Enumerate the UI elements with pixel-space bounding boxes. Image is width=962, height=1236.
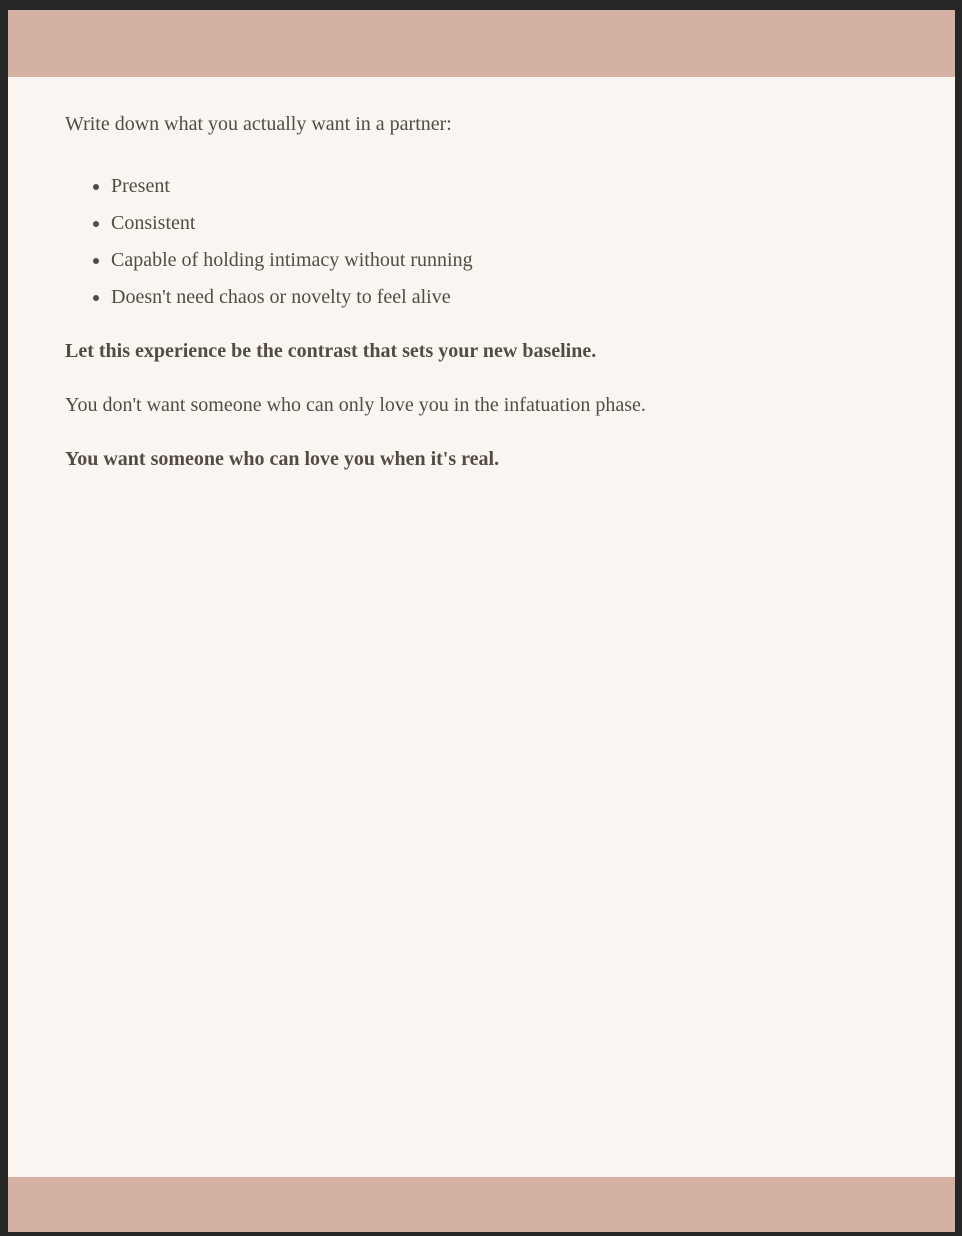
emphasis-paragraph-1: Let this experience be the contrast that sets your new baseline. bbox=[65, 340, 597, 362]
intro-paragraph: Write down what you actually want in a partner: bbox=[65, 113, 452, 135]
document-page bbox=[8, 10, 955, 1232]
list-item: • Doesn't need chaos or novelty to feel alive bbox=[111, 283, 898, 311]
footer-accent-band bbox=[8, 1177, 955, 1232]
body-paragraph: You don't want someone who can only love you in the infatuation phase. bbox=[65, 394, 646, 416]
list-item: • Capable of holding intimacy without running bbox=[111, 246, 898, 274]
partner-qualities-list bbox=[65, 172, 898, 311]
list-item: • Consistent bbox=[111, 209, 898, 237]
page-content bbox=[8, 77, 955, 1177]
emphasis-paragraph-2: You want someone who can love you when it's real. bbox=[65, 448, 500, 470]
header-accent-band bbox=[8, 10, 955, 77]
list-item: • Present bbox=[111, 172, 898, 200]
